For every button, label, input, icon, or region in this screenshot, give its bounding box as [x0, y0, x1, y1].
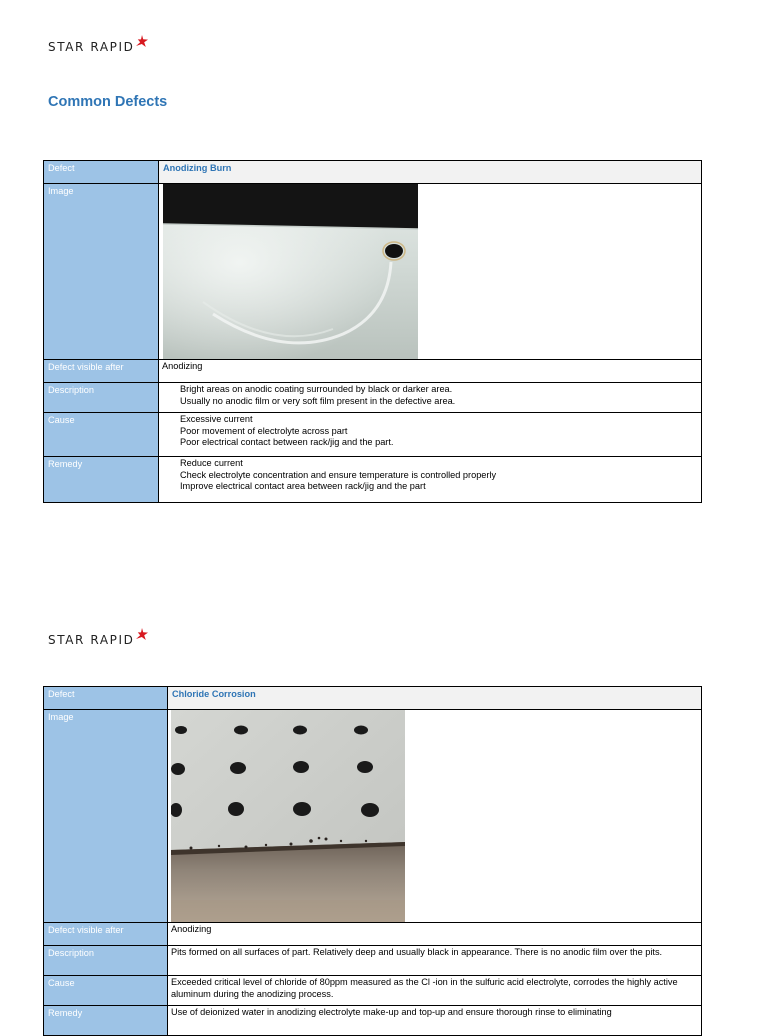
image-cell — [159, 184, 702, 360]
star-icon — [135, 35, 148, 47]
description-line: Usually no anodic film or very soft film present in the defective area. — [180, 395, 456, 406]
cause-row — [44, 413, 702, 457]
cause-label: Cause — [44, 413, 159, 457]
defect-table-anodizing-burn — [43, 160, 702, 503]
description-value: Pits formed on all surfaces of part. Relatively deep and usually black in appearance. There is no anodic film over the pits. — [168, 946, 702, 976]
visible-after-label: Defect visible after — [44, 923, 168, 946]
description-label: Description — [44, 946, 168, 976]
cause-line: Poor electrical contact between rack/jig and the part. — [180, 437, 394, 447]
star-rapid-logo — [48, 40, 148, 54]
image-label: Image — [44, 710, 168, 923]
description-line: Bright areas on anodic coating surrounded by black or darker area. — [180, 384, 453, 394]
remedy-value: Use of deionized water in anodizing electrolyte make-up and top-up and ensure thorough rinse to eliminating — [168, 1006, 702, 1036]
defect-table-chloride-corrosion — [43, 686, 702, 1036]
remedy-line: Improve electrical contact area between rack/jig and the part — [180, 481, 426, 491]
cause-row — [44, 976, 702, 1006]
image-cell — [168, 710, 702, 923]
description-row — [44, 383, 702, 413]
star-icon — [135, 628, 148, 640]
description-value — [159, 383, 702, 413]
cause-value: Exceeded critical level of chloride of 80ppm measured as the Cl -ion in the sulfuric acid electrolyte, corrodes the highly active aluminum during the anodizing process. — [168, 976, 702, 1006]
cause-line: Excessive current — [180, 414, 253, 424]
remedy-label: Remedy — [44, 457, 159, 503]
visible-after-value: Anodizing — [159, 360, 702, 383]
image-label: Image — [44, 184, 159, 360]
page-title: Common Defects — [48, 94, 168, 110]
description-row — [44, 946, 702, 976]
visible-after-value: Anodizing — [168, 923, 702, 946]
logo-text: STAR RAPID — [48, 40, 135, 54]
cause-line: Poor movement of electrolyte across part — [180, 425, 348, 436]
remedy-row — [44, 457, 702, 503]
defect-name: Anodizing Burn — [159, 161, 702, 184]
cause-label: Cause — [44, 976, 168, 1006]
logo-text: STAR RAPID — [48, 633, 135, 647]
image-row — [44, 710, 702, 923]
remedy-value — [159, 457, 702, 503]
remedy-line: Reduce current — [180, 458, 243, 468]
star-rapid-logo — [48, 633, 148, 647]
visible-after-row — [44, 360, 702, 383]
description-label: Description — [44, 383, 159, 413]
cause-value — [159, 413, 702, 457]
defect-row — [44, 687, 702, 710]
remedy-line: Check electrolyte concentration and ensure temperature is controlled properly — [180, 469, 497, 480]
defect-name: Chloride Corrosion — [168, 687, 702, 710]
image-row — [44, 184, 702, 360]
remedy-row — [44, 1006, 702, 1036]
remedy-label: Remedy — [44, 1006, 168, 1036]
chloride-corrosion-photo — [171, 710, 405, 922]
anodizing-burn-photo — [163, 184, 418, 359]
visible-after-row — [44, 923, 702, 946]
visible-after-label: Defect visible after — [44, 360, 159, 383]
defect-label: Defect — [44, 161, 159, 184]
defect-label: Defect — [44, 687, 168, 710]
defect-row — [44, 161, 702, 184]
